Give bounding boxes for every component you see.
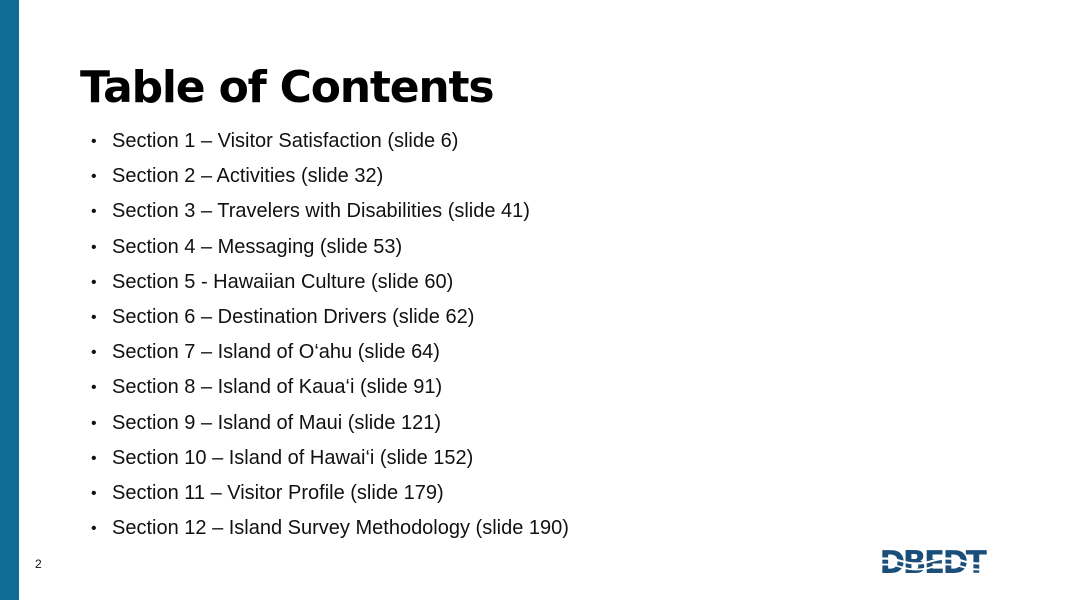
- toc-item-section-7: [90, 335, 569, 370]
- toc-item-label: Section 3 – Travelers with Disabilities (slide 41): [112, 200, 530, 223]
- bullet-icon: •: [91, 203, 97, 221]
- toc-item-label: Section 5 - Hawaiian Culture (slide 60): [112, 270, 454, 293]
- bullet-icon: •: [91, 308, 97, 326]
- toc-item-label: Section 6 – Destination Drivers (slide 62): [112, 305, 475, 328]
- left-accent-bar: [0, 0, 19, 600]
- table-of-contents-list: [90, 124, 569, 546]
- slide-number: 2: [35, 557, 42, 571]
- toc-item-section-2: [90, 159, 569, 194]
- toc-item-section-9: [90, 406, 569, 441]
- toc-item-section-6: [90, 300, 569, 335]
- toc-item-label: Section 8 – Island of Kaua‘i (slide 91): [112, 376, 443, 399]
- bullet-icon: •: [91, 168, 97, 186]
- bullet-icon: •: [91, 238, 97, 256]
- toc-item-section-5: [90, 265, 569, 300]
- toc-item-section-4: [90, 230, 569, 265]
- bullet-icon: •: [91, 414, 97, 432]
- toc-item-section-11: [90, 476, 569, 511]
- logo-text: DBEDT: [879, 546, 985, 576]
- bullet-icon: •: [91, 484, 97, 502]
- bullet-icon: •: [91, 379, 97, 397]
- toc-item-label: Section 12 – Island Survey Methodology (slide 190): [112, 517, 569, 540]
- toc-item-label: Section 7 – Island of O‘ahu (slide 64): [112, 341, 440, 364]
- bullet-icon: •: [91, 273, 97, 291]
- bullet-icon: •: [91, 449, 97, 467]
- bullet-icon: •: [91, 344, 97, 362]
- toc-item-label: Section 10 – Island of Hawai‘i (slide 152): [112, 446, 474, 469]
- toc-item-label: Section 9 – Island of Maui (slide 121): [112, 411, 442, 434]
- toc-item-section-10: [90, 441, 569, 476]
- bullet-icon: •: [91, 520, 97, 538]
- toc-item-section-8: [90, 370, 569, 405]
- page-title: Table of Contents: [80, 62, 494, 113]
- dbedt-logo-icon: [870, 546, 994, 576]
- toc-item-label: Section 1 – Visitor Satisfaction (slide 6): [112, 130, 459, 152]
- toc-item-section-3: [90, 194, 569, 229]
- bullet-icon: •: [91, 133, 97, 150]
- toc-item-label: Section 11 – Visitor Profile (slide 179): [112, 481, 444, 504]
- toc-item-label: Section 2 – Activities (slide 32): [112, 165, 384, 188]
- toc-item-section-12: [90, 511, 569, 546]
- toc-item-section-1: [90, 124, 569, 159]
- toc-item-label: Section 4 – Messaging (slide 53): [112, 235, 403, 258]
